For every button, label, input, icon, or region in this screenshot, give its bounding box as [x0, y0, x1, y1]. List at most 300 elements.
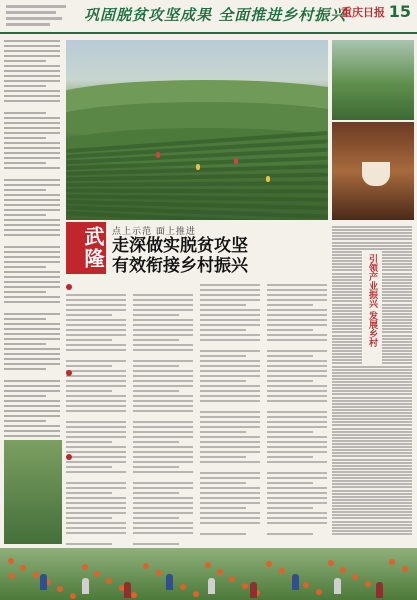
tea-row	[66, 189, 328, 194]
article-column	[133, 284, 193, 544]
text-line	[332, 300, 362, 302]
text-line	[200, 512, 260, 514]
issue-meta	[6, 5, 70, 29]
text-line	[200, 385, 260, 387]
text-line	[267, 522, 327, 524]
text-line	[332, 310, 362, 312]
fruit	[365, 581, 371, 587]
fruit	[106, 578, 112, 584]
text-line	[66, 507, 126, 509]
text-line	[4, 189, 46, 191]
text-line	[382, 297, 412, 299]
text-line	[4, 343, 46, 345]
text-line	[66, 395, 126, 397]
text-line	[133, 461, 193, 463]
text-line	[332, 428, 412, 430]
text-line	[200, 294, 260, 296]
text-line	[200, 304, 246, 306]
text-line	[4, 40, 60, 42]
text-line	[66, 441, 112, 443]
marker-dot	[66, 284, 72, 290]
text-line	[332, 362, 362, 364]
fruit	[389, 559, 395, 565]
text-line	[133, 339, 179, 341]
text-line	[66, 339, 112, 341]
text-line	[332, 403, 412, 405]
text-line	[200, 421, 260, 423]
text-line	[4, 122, 60, 124]
text-line	[332, 344, 362, 346]
fruit	[156, 570, 162, 576]
side-photo-village	[332, 40, 414, 120]
main-headline	[112, 236, 248, 276]
text-line	[267, 507, 313, 509]
text-line	[332, 245, 412, 247]
text-line	[332, 530, 412, 532]
text-line	[332, 434, 412, 436]
text-line	[4, 328, 60, 330]
text-line	[66, 360, 126, 362]
text-line	[382, 304, 412, 306]
text-line	[267, 456, 313, 458]
text-line	[4, 204, 60, 206]
text-line	[382, 341, 412, 343]
text-line	[66, 410, 126, 412]
text-line	[332, 366, 412, 368]
text-line	[332, 424, 412, 426]
text-line	[66, 451, 126, 453]
text-line	[332, 248, 412, 250]
text-line	[267, 299, 327, 301]
text-line	[382, 338, 412, 340]
text-line	[332, 521, 412, 523]
text-line	[4, 100, 60, 102]
text-line	[382, 319, 412, 321]
text-line	[332, 437, 412, 439]
text-line	[332, 378, 412, 380]
text-line	[332, 328, 362, 330]
text-line	[4, 338, 60, 340]
fruit	[8, 558, 14, 564]
text-line	[332, 490, 412, 492]
text-line	[66, 314, 112, 316]
text-line	[382, 291, 412, 293]
text-line	[267, 329, 313, 331]
text-line	[4, 266, 46, 268]
text-line	[4, 172, 62, 179]
text-line	[267, 451, 327, 453]
text-line	[332, 319, 362, 321]
text-line	[200, 319, 260, 321]
text-line	[4, 348, 60, 350]
text-line	[332, 229, 412, 231]
text-line	[133, 431, 193, 433]
text-line	[4, 167, 60, 169]
text-line	[4, 95, 60, 97]
text-line	[382, 276, 412, 278]
text-line	[382, 254, 412, 256]
text-line	[200, 416, 260, 418]
text-line	[133, 324, 193, 326]
text-line	[4, 194, 60, 196]
text-line	[267, 416, 327, 418]
fruit	[303, 582, 309, 588]
text-line	[4, 425, 60, 427]
text-line	[133, 365, 179, 367]
text-line	[66, 532, 126, 534]
fruit	[279, 568, 285, 574]
text-line	[267, 360, 327, 362]
text-line	[133, 512, 193, 514]
text-line	[4, 142, 60, 144]
text-line	[332, 449, 412, 451]
text-line	[66, 426, 126, 428]
text-line	[332, 440, 412, 442]
fruit	[266, 561, 272, 567]
text-line	[66, 436, 126, 438]
text-line	[382, 288, 412, 290]
fruit	[352, 574, 358, 580]
text-line	[332, 474, 412, 476]
text-line	[332, 288, 362, 290]
text-line	[66, 294, 126, 296]
text-line	[200, 309, 260, 311]
text-line	[4, 271, 60, 273]
text-line	[4, 137, 46, 139]
text-line	[332, 499, 412, 501]
text-line	[133, 502, 193, 504]
text-line	[267, 492, 327, 494]
text-line	[4, 50, 60, 52]
text-line	[66, 512, 126, 514]
text-line	[382, 350, 412, 352]
text-line	[200, 360, 260, 362]
text-line	[267, 309, 327, 311]
text-line	[4, 162, 46, 164]
text-line	[4, 80, 60, 82]
text-line	[4, 90, 60, 92]
fruit	[82, 564, 88, 570]
text-line	[332, 406, 412, 408]
text-line	[332, 356, 362, 358]
fruit	[70, 593, 76, 599]
text-line	[332, 322, 362, 324]
text-line	[267, 319, 327, 321]
masthead-rule	[0, 32, 417, 34]
text-line	[200, 289, 260, 291]
text-line	[332, 350, 362, 352]
text-line	[200, 400, 260, 402]
text-line	[332, 335, 362, 337]
text-line	[133, 436, 193, 438]
text-line	[267, 482, 313, 484]
text-line	[66, 487, 126, 489]
text-line	[133, 466, 179, 468]
text-line	[4, 224, 60, 226]
text-line	[66, 309, 126, 311]
section-banner: 巩固脱贫攻坚成果 全面推进乡村振兴	[84, 6, 347, 24]
text-line	[4, 323, 60, 325]
text-line	[267, 375, 327, 377]
text-line	[267, 487, 327, 489]
text-line	[4, 229, 60, 231]
text-line	[267, 502, 327, 504]
text-line	[332, 455, 412, 457]
text-line	[332, 387, 412, 389]
fruit	[33, 572, 39, 578]
text-line	[332, 282, 362, 284]
fruit	[217, 569, 223, 575]
text-line	[4, 209, 60, 211]
text-line	[332, 338, 362, 340]
text-line	[133, 344, 193, 346]
text-line	[382, 279, 412, 281]
tea-row	[66, 181, 328, 187]
text-line	[4, 405, 60, 407]
text-line	[382, 266, 412, 268]
text-line	[382, 335, 412, 337]
text-line	[200, 431, 246, 433]
article-column	[66, 284, 126, 544]
text-line	[332, 390, 412, 392]
text-line	[267, 426, 327, 428]
text-line	[4, 251, 60, 253]
text-line	[332, 452, 412, 454]
fruit	[143, 563, 149, 569]
text-line	[332, 412, 412, 414]
fruit	[340, 567, 346, 573]
text-line	[66, 446, 126, 448]
text-line	[4, 60, 46, 62]
text-line	[382, 269, 412, 271]
text-line	[200, 324, 260, 326]
text-line	[267, 421, 327, 423]
text-line	[133, 421, 193, 423]
text-line	[4, 152, 60, 154]
text-line	[66, 400, 126, 402]
text-line	[4, 179, 60, 181]
text-line	[133, 482, 193, 484]
text-line	[4, 435, 60, 437]
text-line	[382, 347, 412, 349]
text-line	[4, 385, 60, 387]
article-body	[66, 284, 328, 544]
text-line	[332, 443, 412, 445]
text-line	[66, 471, 126, 473]
text-line	[133, 410, 193, 412]
text-line	[332, 297, 362, 299]
text-line	[200, 497, 260, 499]
text-line	[4, 390, 60, 392]
text-line	[332, 496, 412, 498]
text-line	[4, 127, 60, 129]
text-line	[133, 334, 193, 336]
text-line	[332, 353, 362, 355]
text-line	[332, 257, 362, 259]
fruit	[57, 586, 63, 592]
text-line	[4, 184, 60, 186]
text-line	[332, 294, 362, 296]
text-line	[267, 284, 327, 286]
text-line	[4, 70, 60, 72]
text-line	[200, 299, 260, 301]
text-line	[332, 269, 362, 271]
text-line	[4, 430, 60, 432]
text-line	[332, 502, 412, 504]
text-line	[133, 446, 193, 448]
fruit	[402, 566, 408, 572]
text-line	[200, 375, 260, 377]
article-column	[200, 284, 260, 544]
text-line	[133, 395, 193, 397]
text-line	[133, 532, 193, 534]
text-line	[332, 369, 412, 371]
text-line	[66, 405, 126, 407]
text-line	[267, 304, 313, 306]
text-line	[267, 431, 313, 433]
text-line	[332, 263, 362, 265]
text-line	[382, 328, 412, 330]
text-line	[133, 349, 193, 351]
text-line	[200, 507, 246, 509]
text-line	[332, 415, 412, 417]
fruit	[94, 571, 100, 577]
text-line	[4, 147, 60, 149]
text-line	[267, 334, 327, 336]
text-line	[200, 339, 260, 341]
text-line	[133, 471, 193, 473]
text-line	[267, 477, 327, 479]
text-line	[133, 309, 193, 311]
bottom-photo-orchard	[0, 548, 417, 600]
text-line	[332, 341, 362, 343]
text-line	[332, 375, 412, 377]
text-line	[332, 279, 362, 281]
text-line	[200, 370, 260, 372]
text-line	[4, 45, 60, 47]
masthead	[0, 0, 417, 34]
text-line	[66, 334, 126, 336]
text-line	[66, 543, 112, 545]
text-line	[200, 487, 260, 489]
text-line	[4, 296, 60, 298]
text-line	[332, 325, 362, 327]
text-line	[267, 533, 313, 535]
region-tag: 武隆	[66, 222, 106, 274]
text-line	[133, 370, 193, 372]
text-line	[382, 331, 412, 333]
text-line	[66, 492, 112, 494]
text-line	[4, 239, 62, 246]
text-line	[267, 365, 327, 367]
text-line	[200, 446, 260, 448]
text-line	[4, 380, 60, 382]
text-line	[133, 487, 193, 489]
text-line	[267, 380, 313, 382]
text-line	[200, 517, 260, 519]
text-line	[382, 251, 412, 253]
text-line	[133, 294, 193, 296]
text-line	[66, 370, 126, 372]
text-line	[332, 462, 412, 464]
text-line	[4, 132, 60, 134]
text-line	[4, 373, 62, 380]
main-photo-tea-plantation	[66, 40, 328, 220]
text-line	[382, 260, 412, 262]
text-line	[332, 397, 412, 399]
text-line	[382, 273, 412, 275]
text-line	[267, 385, 327, 387]
text-line	[332, 418, 412, 420]
text-line	[332, 276, 362, 278]
person	[124, 582, 131, 598]
section-marker	[66, 284, 74, 292]
person	[166, 574, 173, 590]
fruit	[316, 589, 322, 595]
text-line	[4, 313, 60, 315]
text-line	[332, 307, 362, 309]
text-line	[200, 350, 260, 352]
text-line	[200, 502, 260, 504]
text-line	[267, 395, 327, 397]
text-line	[4, 75, 60, 77]
text-line	[66, 461, 126, 463]
text-line	[4, 333, 60, 335]
text-line	[200, 451, 260, 453]
text-line	[133, 522, 193, 524]
side-photo-tea-cup	[332, 122, 414, 220]
text-line	[4, 234, 60, 236]
text-line	[382, 322, 412, 324]
article-column	[267, 284, 327, 544]
text-line	[66, 329, 126, 331]
text-line	[332, 260, 362, 262]
person	[292, 574, 299, 590]
text-line	[382, 263, 412, 265]
text-line	[4, 358, 60, 360]
text-line	[332, 232, 412, 234]
text-line	[133, 304, 193, 306]
text-line	[267, 339, 327, 341]
text-line	[66, 344, 126, 346]
text-line	[267, 390, 327, 392]
text-line	[332, 331, 362, 333]
text-line	[382, 257, 412, 259]
text-line	[267, 446, 327, 448]
text-line	[133, 492, 179, 494]
text-line	[200, 441, 260, 443]
text-line	[200, 461, 260, 463]
text-line	[332, 505, 412, 507]
text-line	[332, 524, 412, 526]
text-line	[200, 380, 246, 382]
text-line	[200, 411, 260, 413]
text-line	[382, 313, 412, 315]
text-line	[133, 380, 193, 382]
text-line	[200, 492, 260, 494]
text-line	[332, 238, 412, 240]
text-line	[66, 299, 126, 301]
text-line	[382, 362, 412, 364]
text-line	[382, 282, 412, 284]
text-line	[332, 381, 412, 383]
text-line	[4, 276, 60, 278]
text-line	[200, 334, 260, 336]
text-line	[267, 411, 327, 413]
text-line	[4, 261, 60, 263]
text-line	[200, 436, 260, 438]
text-line	[133, 314, 179, 316]
